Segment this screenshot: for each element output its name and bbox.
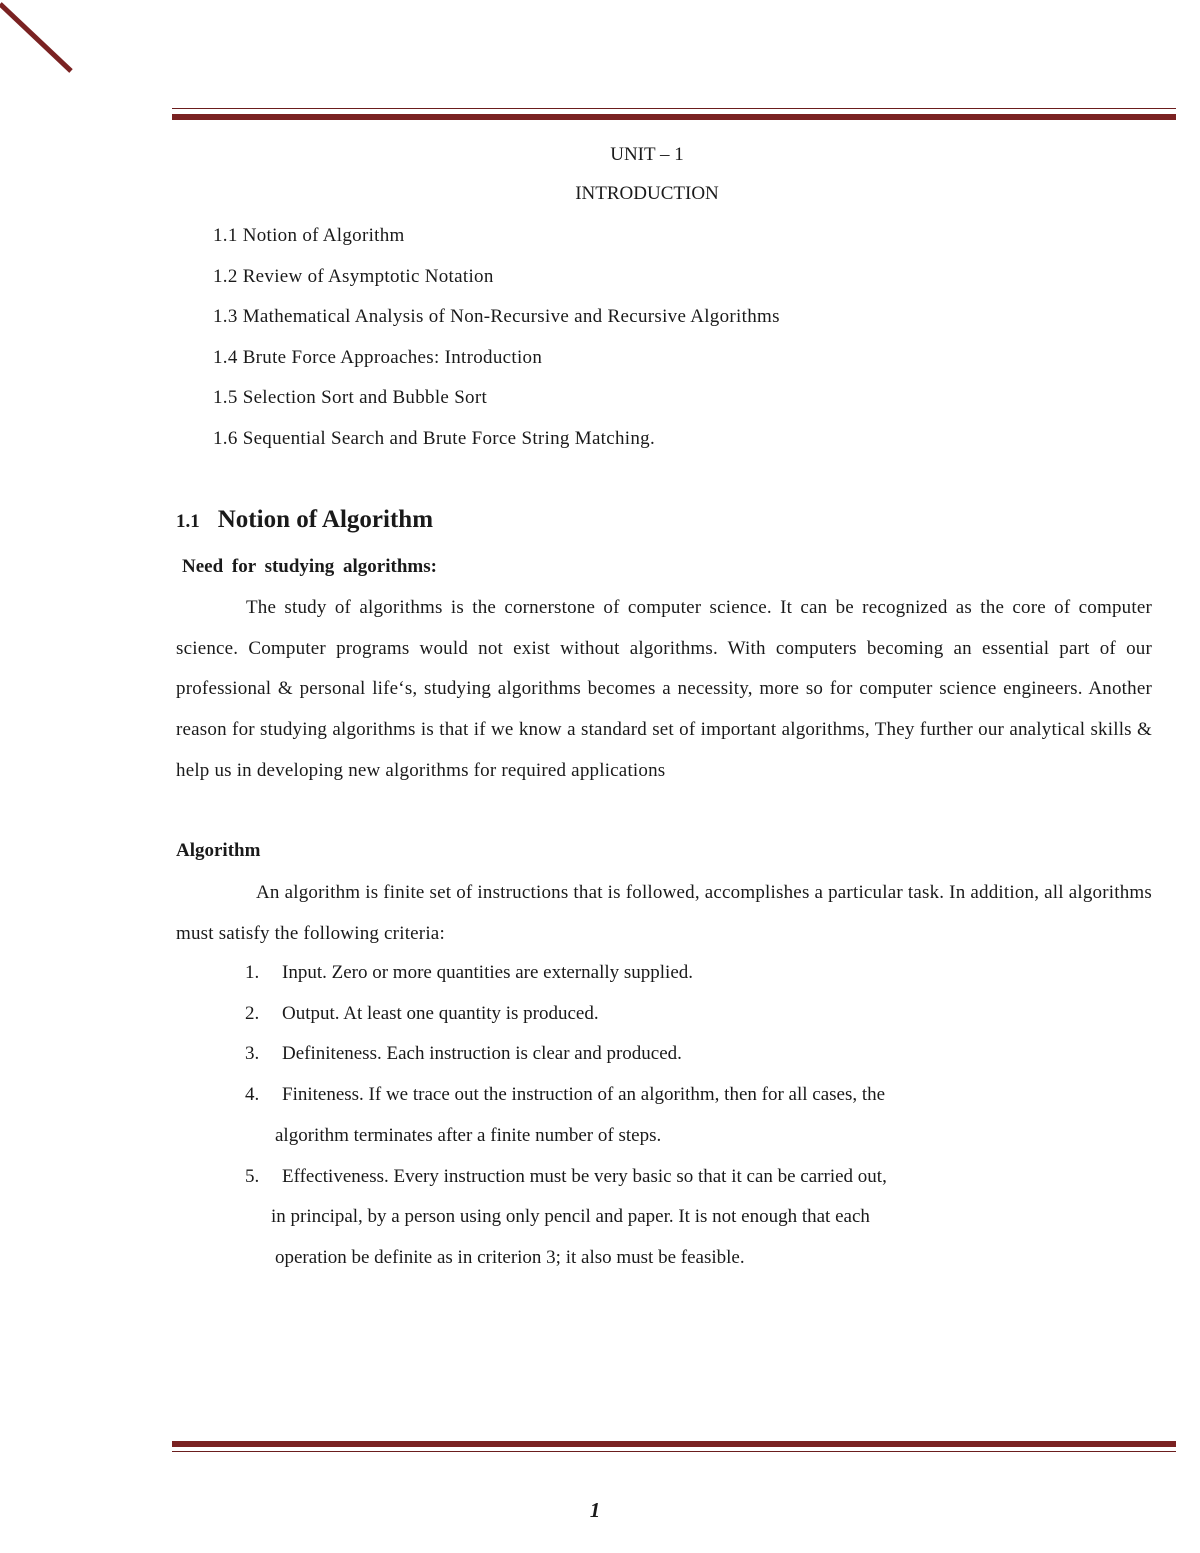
list-item-text: Finiteness. If we trace out the instruction of an algorithm, then for all cases, the [282, 1084, 886, 1106]
toc-item: 1.5 Selection Sort and Bubble Sort [213, 387, 488, 408]
list-item-number: 5. [245, 1165, 260, 1187]
list-item-continuation: algorithm terminates after a finite number of steps. [275, 1124, 662, 1146]
list-item-continuation: in principal, by a person using only pencil and paper. It is not enough that each [271, 1206, 870, 1228]
list-item [245, 1075, 1065, 1156]
table-of-contents [213, 223, 780, 466]
list-item [245, 1157, 1065, 1279]
unit-subtitle: INTRODUCTION [575, 183, 719, 204]
algorithm-paragraph: An algorithm is finite set of instructions that is followed, accomplishes a particular task. In addition, all algorithms must satisfy the following criteria: [176, 882, 1152, 944]
list-item [245, 953, 1065, 994]
toc-item: 1.4 Brute Force Approaches: Introduction [213, 346, 543, 368]
list-item-number: 4. [245, 1084, 260, 1106]
list-item-text: Input. Zero or more quantities are externally supplied. [282, 962, 694, 983]
list-item [245, 994, 1065, 1035]
list-item-continuation: operation be definite as in criterion 3; it also must be feasible. [275, 1246, 745, 1268]
section-number: 1.1 [176, 511, 200, 532]
section-heading [176, 506, 433, 534]
toc-item: 1.3 Mathematical Analysis of Non-Recursive and Recursive Algorithms [213, 306, 780, 327]
list-item-number: 2. [245, 1002, 260, 1024]
criteria-list [245, 953, 1065, 1279]
footer-rule [172, 1441, 1176, 1452]
list-item [245, 1034, 1065, 1075]
page-number: 1 [589, 1498, 601, 1522]
toc-item: 1.1 Notion of Algorithm [213, 225, 405, 246]
list-item-text: Definiteness. Each instruction is clear and produced. [282, 1043, 682, 1065]
algorithm-heading: Algorithm [176, 840, 261, 861]
list-item-text: Output. At least one quantity is produced. [282, 1002, 599, 1024]
list-item-number: 1. [245, 962, 260, 983]
toc-item: 1.6 Sequential Search and Brute Force String Matching. [213, 427, 656, 449]
need-heading: Need for studying algorithms: [182, 556, 437, 577]
need-paragraph: The study of algorithms is the cornerstone of computer science. It can be recognized as the core of computer science. Computer programs would not exist without algorithms. With computers becoming an essential part of our professional & personal life‘s, studying algorithms becomes a necessity, more so for computer science engineers. Another reason for studying algorithms is that if we know a standard set of important algorithms, They further our analytical skills & help us in developing new algorithms for required applications [176, 597, 1152, 781]
corner-decoration [0, 0, 80, 80]
header-rule [172, 108, 1176, 120]
section-title: Notion of Algorithm [217, 506, 434, 533]
list-item-number: 3. [245, 1043, 260, 1065]
list-item-text: Effectiveness. Every instruction must be very basic so that it can be carried out, [282, 1165, 887, 1187]
unit-title: UNIT – 1 [610, 144, 684, 165]
toc-item: 1.2 Review of Asymptotic Notation [213, 265, 494, 287]
